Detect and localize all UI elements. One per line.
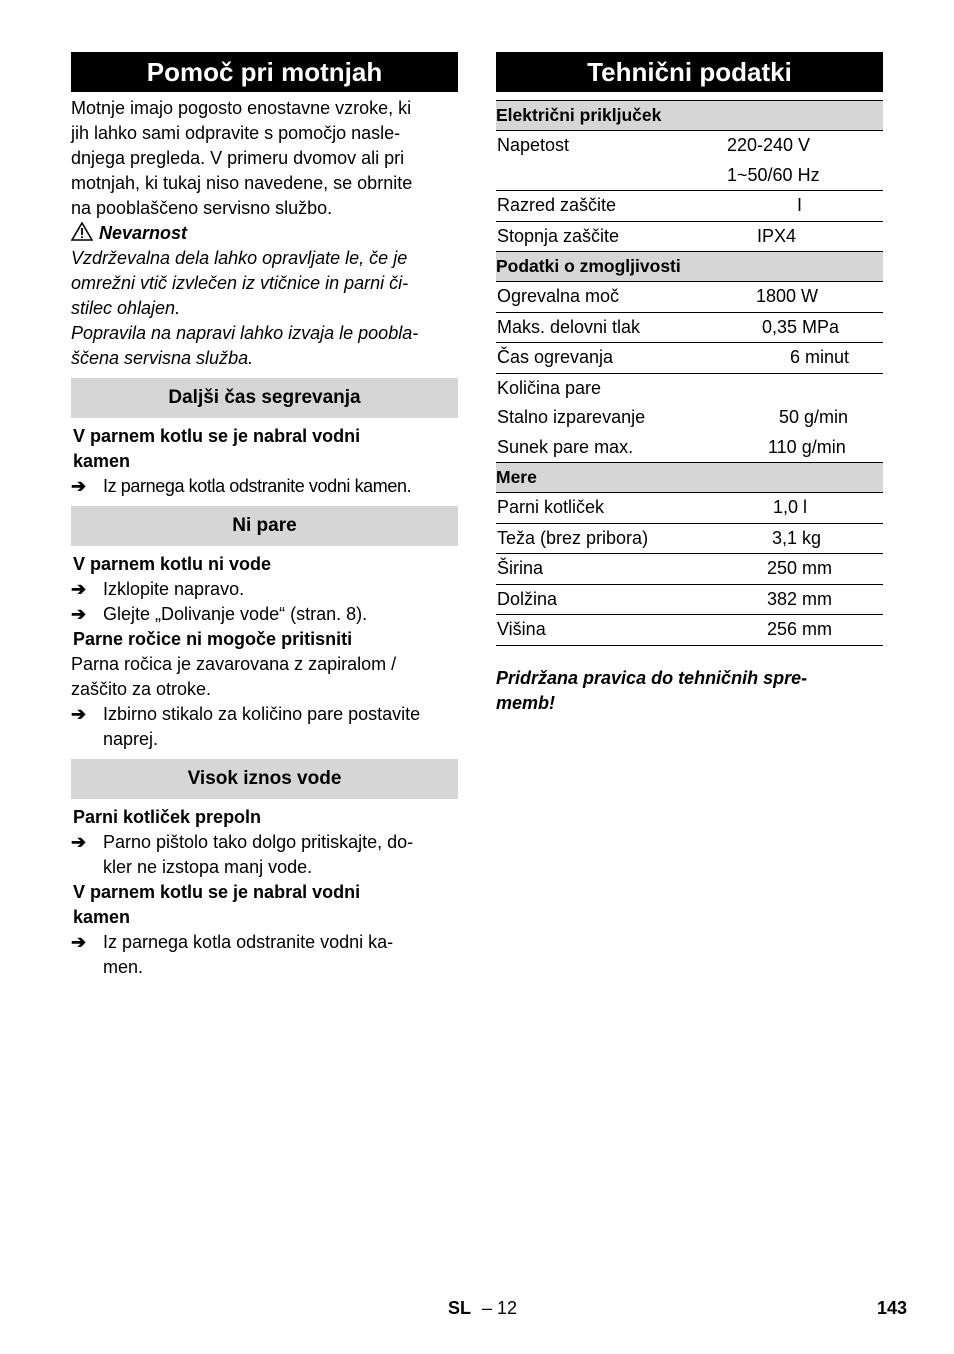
row-label: Maks. delovni tlak bbox=[496, 312, 727, 343]
action-text: Izklopite napravo. bbox=[103, 579, 245, 599]
table-row bbox=[496, 615, 883, 646]
row-value: 0,35 MPa bbox=[727, 312, 883, 343]
warning-label: Nevarnost bbox=[99, 223, 188, 243]
intro-line: Motnje imajo pogosto enostavne vzroke, ki bbox=[71, 98, 412, 118]
row-value: 256 mm bbox=[727, 615, 883, 646]
row-value: 110 g/min bbox=[727, 433, 883, 463]
row-label: Parni kotliček bbox=[496, 493, 727, 524]
row-value: 1,0 l bbox=[727, 493, 883, 524]
problem-heading-line: Parni kotliček prepoln bbox=[73, 807, 262, 827]
row-value: 3,1 kg bbox=[727, 523, 883, 554]
row-label: Napetost bbox=[497, 135, 570, 156]
section-heading-heating-time: Daljši čas segrevanja bbox=[71, 378, 458, 418]
problem-text-line: Parna ročica je zavarovana z zapiralom / bbox=[71, 654, 397, 674]
section-label: Podatki o zmogljivosti bbox=[496, 252, 883, 282]
arrow-right-icon: ➔ bbox=[71, 604, 87, 624]
row-value: 250 mm bbox=[727, 554, 883, 585]
table-row bbox=[496, 131, 883, 161]
table-row bbox=[496, 161, 883, 191]
action-step bbox=[71, 577, 458, 602]
footer-language: SL bbox=[448, 1298, 472, 1318]
table-row bbox=[496, 282, 883, 313]
problem-heading-line: kamen bbox=[73, 451, 131, 471]
problem-heading bbox=[71, 880, 458, 930]
problem-heading-line: V parnem kotlu se je nabral vodni bbox=[73, 426, 361, 446]
action-text: Izbirno stikalo za količino pare postavite bbox=[103, 704, 421, 724]
row-label: Stalno izparevanje bbox=[497, 407, 646, 428]
table-row bbox=[496, 433, 883, 463]
problem-heading bbox=[71, 627, 458, 652]
row-value: 1~50/60 Hz bbox=[727, 161, 883, 191]
intro-line: motnjah, ki tukaj niso navedene, se obrnite bbox=[71, 173, 413, 193]
table-row bbox=[496, 343, 883, 374]
warning-line: Popravila na napravi lahko izvaja le poobla- bbox=[71, 323, 419, 343]
action-step bbox=[71, 474, 458, 499]
action-text: kler ne izstopa manj vode. bbox=[103, 857, 313, 877]
problem-heading-line: kamen bbox=[73, 907, 131, 927]
table-section-row bbox=[496, 101, 883, 131]
action-text: Glejte „Dolivanje vode“ (stran. 8). bbox=[103, 604, 368, 624]
row-label: Sunek pare max. bbox=[496, 433, 727, 463]
warning-line: stilec ohlajen. bbox=[71, 298, 181, 318]
technical-data-table bbox=[496, 100, 883, 646]
table-section-row bbox=[496, 463, 883, 493]
left-column bbox=[71, 52, 458, 980]
problem-heading-line: V parnem kotlu ni vode bbox=[73, 554, 272, 574]
problem-heading bbox=[71, 424, 458, 474]
row-value: I bbox=[727, 191, 883, 222]
row-value: 6 minut bbox=[727, 343, 883, 374]
row-value: 1800 W bbox=[727, 282, 883, 313]
section-heading-no-steam: Ni pare bbox=[71, 506, 458, 546]
warning-heading bbox=[71, 221, 458, 246]
warning-line: Vzdrževalna dela lahko opravljate le, če je bbox=[71, 248, 408, 268]
table-row bbox=[496, 403, 883, 433]
action-text: Iz parnega kotla odstranite vodni ka- bbox=[103, 932, 394, 952]
warning-line: omrežni vtič izvlečen iz vtičnice in parni či- bbox=[71, 273, 409, 293]
intro-line: na pooblaščeno servisno službo. bbox=[71, 198, 333, 218]
arrow-right-icon: ➔ bbox=[71, 832, 87, 852]
action-step bbox=[71, 830, 458, 880]
troubleshooting-heading: Pomoč pri motnjah bbox=[71, 52, 458, 92]
table-row bbox=[496, 523, 883, 554]
action-text: men. bbox=[103, 957, 144, 977]
section-label: Mere bbox=[496, 463, 883, 493]
note-line: Pridržana pravica do tehničnih spre- bbox=[496, 667, 808, 688]
intro-paragraph bbox=[71, 96, 458, 221]
row-label bbox=[496, 161, 727, 191]
warning-triangle-icon bbox=[71, 222, 93, 241]
table-row bbox=[496, 584, 883, 615]
row-label: Stopnja zaščite bbox=[496, 221, 727, 252]
section-heading-high-water: Visok iznos vode bbox=[71, 759, 458, 799]
table-row bbox=[496, 221, 883, 252]
row-label: Ogrevalna moč bbox=[496, 282, 727, 313]
row-label: Dolžina bbox=[496, 584, 727, 615]
table-row bbox=[496, 373, 883, 403]
intro-line: dnjega pregleda. V primeru dvomov ali pri bbox=[71, 148, 405, 168]
row-label: Širina bbox=[496, 554, 727, 585]
problem-heading bbox=[71, 805, 458, 830]
page-number: 143 bbox=[877, 1298, 908, 1318]
arrow-right-icon: ➔ bbox=[71, 704, 87, 724]
problem-heading-line: V parnem kotlu se je nabral vodni bbox=[73, 882, 361, 902]
right-column bbox=[496, 52, 883, 716]
row-value: 382 mm bbox=[727, 584, 883, 615]
intro-line: jih lahko sami odpravite s pomočjo nasle- bbox=[71, 123, 401, 143]
problem-text-line: zaščito za otroke. bbox=[71, 679, 212, 699]
row-value: IPX4 bbox=[727, 221, 883, 252]
warning-line: ščena servisna služba. bbox=[71, 348, 254, 368]
note-line: memb! bbox=[496, 692, 556, 713]
arrow-right-icon: ➔ bbox=[71, 932, 87, 952]
action-text: Parno pištolo tako dolgo pritiskajte, do- bbox=[103, 832, 414, 852]
action-step bbox=[71, 602, 458, 627]
row-value: 220-240 V bbox=[727, 135, 811, 156]
technical-data-heading: Tehnični podatki bbox=[496, 52, 883, 92]
footer-section-number: – 12 bbox=[482, 1298, 518, 1318]
section-label: Električni priključek bbox=[496, 101, 883, 131]
action-step bbox=[71, 702, 458, 752]
row-label: Čas ogrevanja bbox=[496, 343, 727, 374]
warning-text bbox=[71, 246, 458, 371]
footer-section bbox=[448, 1298, 517, 1319]
table-row bbox=[496, 191, 883, 222]
row-label: Količina pare bbox=[497, 377, 602, 398]
row-label: Teža (brez pribora) bbox=[496, 523, 727, 554]
row-value: 50 g/min bbox=[779, 407, 849, 428]
table-row bbox=[496, 493, 883, 524]
action-step bbox=[71, 930, 458, 980]
table-row bbox=[496, 312, 883, 343]
arrow-right-icon: ➔ bbox=[71, 476, 86, 496]
problem-heading-line: Parne ročice ni mogoče pritisniti bbox=[73, 629, 353, 649]
arrow-right-icon: ➔ bbox=[71, 579, 87, 599]
table-row bbox=[496, 554, 883, 585]
action-text: naprej. bbox=[103, 729, 159, 749]
action-text: Iz parnega kotla odstranite vodni kamen. bbox=[103, 476, 412, 496]
problem-heading bbox=[71, 552, 458, 577]
row-label: Razred zaščite bbox=[496, 191, 727, 222]
problem-text bbox=[71, 652, 458, 702]
rights-reserved-note bbox=[496, 666, 883, 716]
table-section-row bbox=[496, 252, 883, 282]
row-label: Višina bbox=[496, 615, 727, 646]
